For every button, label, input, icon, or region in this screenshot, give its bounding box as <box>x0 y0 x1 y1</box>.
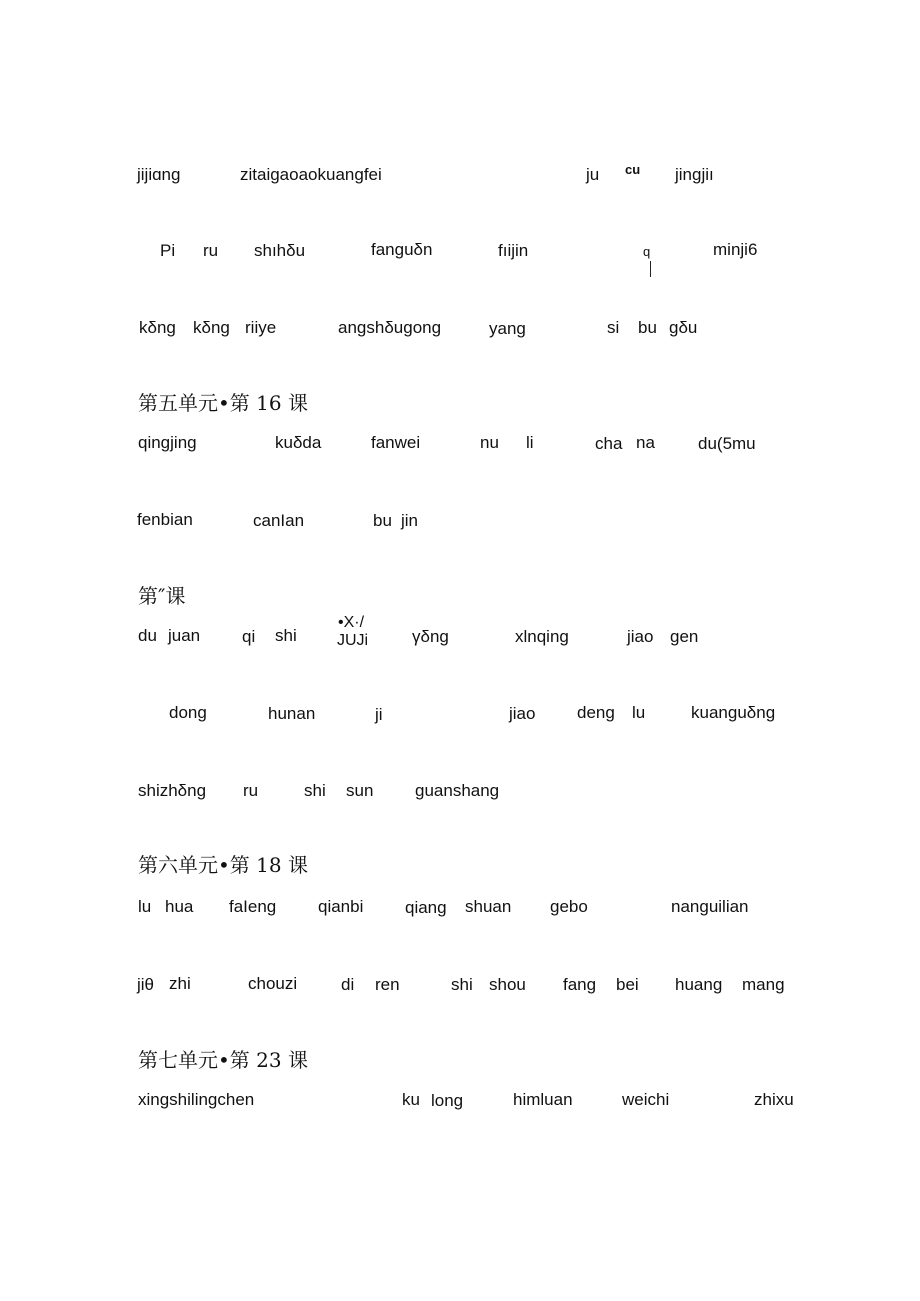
pinyin-word: fanguδn <box>371 240 433 259</box>
pinyin-word: qianbi <box>318 897 364 916</box>
pinyin-word: kδng <box>193 318 230 337</box>
section-heading: 第五单元•第 16 课 <box>138 391 308 415</box>
pinyin-word: du(5mu <box>698 434 756 453</box>
pinyin-word: jiao <box>627 627 654 646</box>
pinyin-word: zhixu <box>754 1090 794 1109</box>
pinyin-word: •X·/ <box>338 614 365 631</box>
pinyin-word: jiao <box>509 704 536 723</box>
pinyin-word: xingshilingchen <box>138 1090 255 1109</box>
pinyin-word: shuan <box>465 897 512 916</box>
pinyin-word: chouzi <box>248 974 298 993</box>
pinyin-word: canIan <box>253 511 305 530</box>
pinyin-word: kδng <box>139 318 176 337</box>
pinyin-word: hua <box>165 897 194 916</box>
pinyin-word: Pi <box>160 241 176 260</box>
pinyin-word: qi <box>242 627 256 646</box>
pinyin-word: q <box>643 244 651 259</box>
pinyin-word: γδng <box>412 627 449 646</box>
pinyin-word: JUJi <box>337 632 369 649</box>
pinyin-word: jiθ <box>137 975 155 994</box>
tick-mark <box>650 261 651 277</box>
pinyin-word: fenbian <box>137 510 193 529</box>
pinyin-word: bu <box>373 511 392 530</box>
pinyin-word: angshδugong <box>338 318 442 337</box>
pinyin-word: fang <box>563 975 597 994</box>
section-heading: 第″课 <box>138 584 186 608</box>
pinyin-word: ji <box>375 705 383 724</box>
pinyin-word: jin <box>401 511 419 530</box>
pinyin-word: long <box>431 1091 464 1110</box>
pinyin-word: yang <box>489 319 526 338</box>
pinyin-word: qiang <box>405 898 447 917</box>
pinyin-word: qingjing <box>138 433 197 452</box>
pinyin-word: ru <box>203 241 219 260</box>
pinyin-word: nanguilian <box>671 897 749 916</box>
pinyin-word: kuδda <box>275 433 322 452</box>
section-heading: 第六单元•第 18 课 <box>138 853 308 877</box>
pinyin-word: si <box>607 318 620 337</box>
pinyin-word: nu <box>480 433 499 452</box>
pinyin-word: cha <box>595 434 623 453</box>
pinyin-word: na <box>636 433 655 452</box>
pinyin-word: xlnqing <box>515 627 569 646</box>
pinyin-word: gebo <box>550 897 588 916</box>
pinyin-word: gen <box>670 627 699 646</box>
pinyin-word: sun <box>346 781 374 800</box>
pinyin-word: cu <box>625 162 641 177</box>
pinyin-word: ku <box>402 1090 420 1109</box>
pinyin-word: ru <box>243 781 259 800</box>
pinyin-word: hunan <box>268 704 316 723</box>
pinyin-word: shi <box>304 781 326 800</box>
pinyin-word: deng <box>577 703 615 722</box>
pinyin-word: shi <box>451 975 473 994</box>
pinyin-word: fıijin <box>498 241 529 260</box>
pinyin-word: shou <box>489 975 526 994</box>
pinyin-word: weichi <box>622 1090 670 1109</box>
pinyin-word: fanwei <box>371 433 421 452</box>
pinyin-word: bu <box>638 318 657 337</box>
section-heading: 第七单元•第 23 课 <box>138 1048 308 1072</box>
pinyin-word: shıhδu <box>254 241 306 260</box>
pinyin-word: jingjiı <box>675 165 714 184</box>
pinyin-word: mang <box>742 975 785 994</box>
pinyin-word: lu <box>138 897 152 916</box>
pinyin-word: gδu <box>669 318 698 337</box>
pinyin-word: li <box>526 433 534 452</box>
pinyin-word: huang <box>675 975 723 994</box>
pinyin-word: dong <box>169 703 207 722</box>
pinyin-word: minji6 <box>713 240 758 259</box>
pinyin-word: riiye <box>245 318 277 337</box>
pinyin-word: ren <box>375 975 400 994</box>
pinyin-word: faIeng <box>229 897 277 916</box>
pinyin-word: zitaigaoaokuangfei <box>240 165 382 184</box>
pinyin-word: shizhδng <box>138 781 207 800</box>
pinyin-word: juan <box>168 626 201 645</box>
pinyin-word: lu <box>632 703 646 722</box>
pinyin-word: kuanguδng <box>691 703 776 722</box>
pinyin-word: ju <box>586 165 600 184</box>
pinyin-word: himluan <box>513 1090 573 1109</box>
pinyin-word: du <box>138 626 157 645</box>
pinyin-word: jijiɑng <box>137 165 181 184</box>
pinyin-word: guanshang <box>415 781 500 800</box>
pinyin-word: bei <box>616 975 639 994</box>
pinyin-word: zhi <box>169 974 191 993</box>
pinyin-word: di <box>341 975 355 994</box>
pinyin-word: shi <box>275 626 297 645</box>
